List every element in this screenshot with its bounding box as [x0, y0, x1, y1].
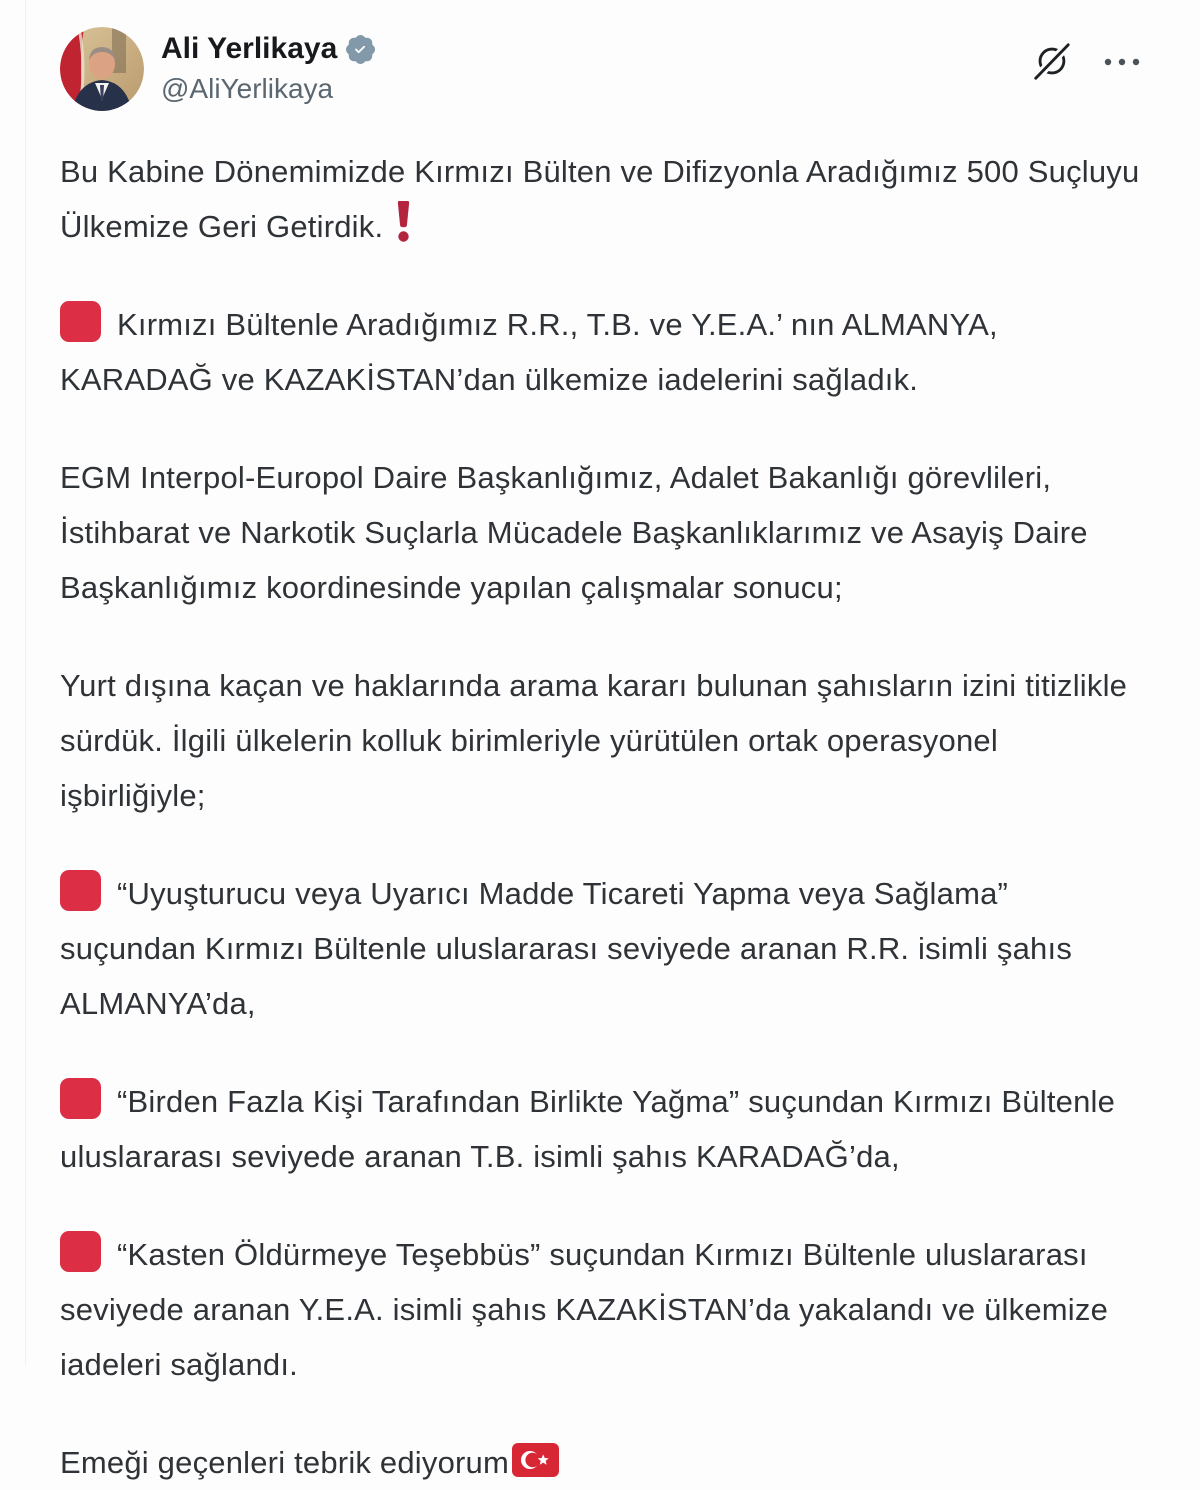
identity-block: [161, 27, 375, 105]
post-paragraph: [60, 450, 1142, 615]
red-square-emoji: [60, 1078, 101, 1119]
red-square-emoji: [60, 1231, 101, 1272]
post-paragraph: [60, 1435, 1142, 1490]
paragraph-text: Bu Kabine Dönemimizde Kırmızı Bülten ve Difizyonla Aradığımız 500 Suçluyu Ülkemize Geri Getirdik.: [60, 154, 1140, 244]
turkey-flag-emoji: [512, 1443, 559, 1477]
tweet-body: [60, 144, 1142, 1490]
card-left-edge: [25, 0, 26, 1365]
paragraph-text: “Birden Fazla Kişi Tarafından Birlikte Yağma” suçundan Kırmızı Bültenle uluslararası seviyede aranan T.B. isimli şahıs KARADAĞ’da,: [60, 1084, 1116, 1174]
paragraph-text: “Kasten Öldürmeye Teşebbüs” suçundan Kırmızı Bültenle uluslararası seviyede aranan Y.E.A. isimli şahıs KAZAKİSTAN’da yakalandı ve ülkemize iadeleri sağlandı.: [60, 1237, 1109, 1382]
paragraph-text: “Uyuşturucu veya Uyarıcı Madde Ticareti Yapma veya Sağlama” suçundan Kırmızı Bültenle uluslararası seviyede aranan R.R. isimli şahıs ALMANYA’da,: [60, 876, 1073, 1021]
post-actions: [1030, 27, 1142, 83]
paragraph-text: EGM Interpol-Europol Daire Başkanlığımız, Adalet Bakanlığı görevlileri, İstihbarat ve Narkotik Suçlarla Mücadele Başkanlıklarımız ve Asayiş Daire Başkanlığımız koordinesinde yapılan çalışmalar sonucu;: [60, 460, 1088, 605]
red-square-emoji: [60, 301, 101, 342]
paragraph-text: Kırmızı Bültenle Aradığımız R.R., T.B. ve Y.E.A.’ nın ALMANYA, KARADAĞ ve KAZAKİSTAN’dan ülkemize iadelerini sağladık.: [60, 307, 998, 397]
grok-icon[interactable]: [1030, 41, 1072, 83]
post-paragraph: [60, 866, 1142, 1031]
red-square-emoji: [60, 870, 101, 911]
post-paragraph: [60, 1227, 1142, 1392]
avatar-image: [60, 27, 144, 111]
post-paragraph: [60, 658, 1142, 823]
avatar[interactable]: [60, 27, 144, 111]
post-header: [60, 27, 1142, 111]
paragraph-text: Emeği geçenleri tebrik ediyorum: [60, 1445, 510, 1480]
display-name: Ali Yerlikaya: [161, 32, 338, 65]
verified-badge-icon: [346, 35, 375, 64]
post-paragraph: [60, 144, 1142, 254]
user-handle[interactable]: @AliYerlikaya: [161, 73, 334, 104]
post-paragraph: [60, 297, 1142, 407]
paragraph-text: Yurt dışına kaçan ve haklarında arama kararı bulunan şahısların izini titizlikle sürdük. İlgili ülkelerin kolluk birimleriyle yürütülen ortak operasyonel işbirliğiyle;: [60, 668, 1128, 813]
post-paragraph: [60, 1074, 1142, 1184]
more-options-icon[interactable]: [1102, 55, 1142, 69]
red-exclamation-emoji: [396, 201, 411, 242]
display-name-row[interactable]: [161, 32, 375, 66]
